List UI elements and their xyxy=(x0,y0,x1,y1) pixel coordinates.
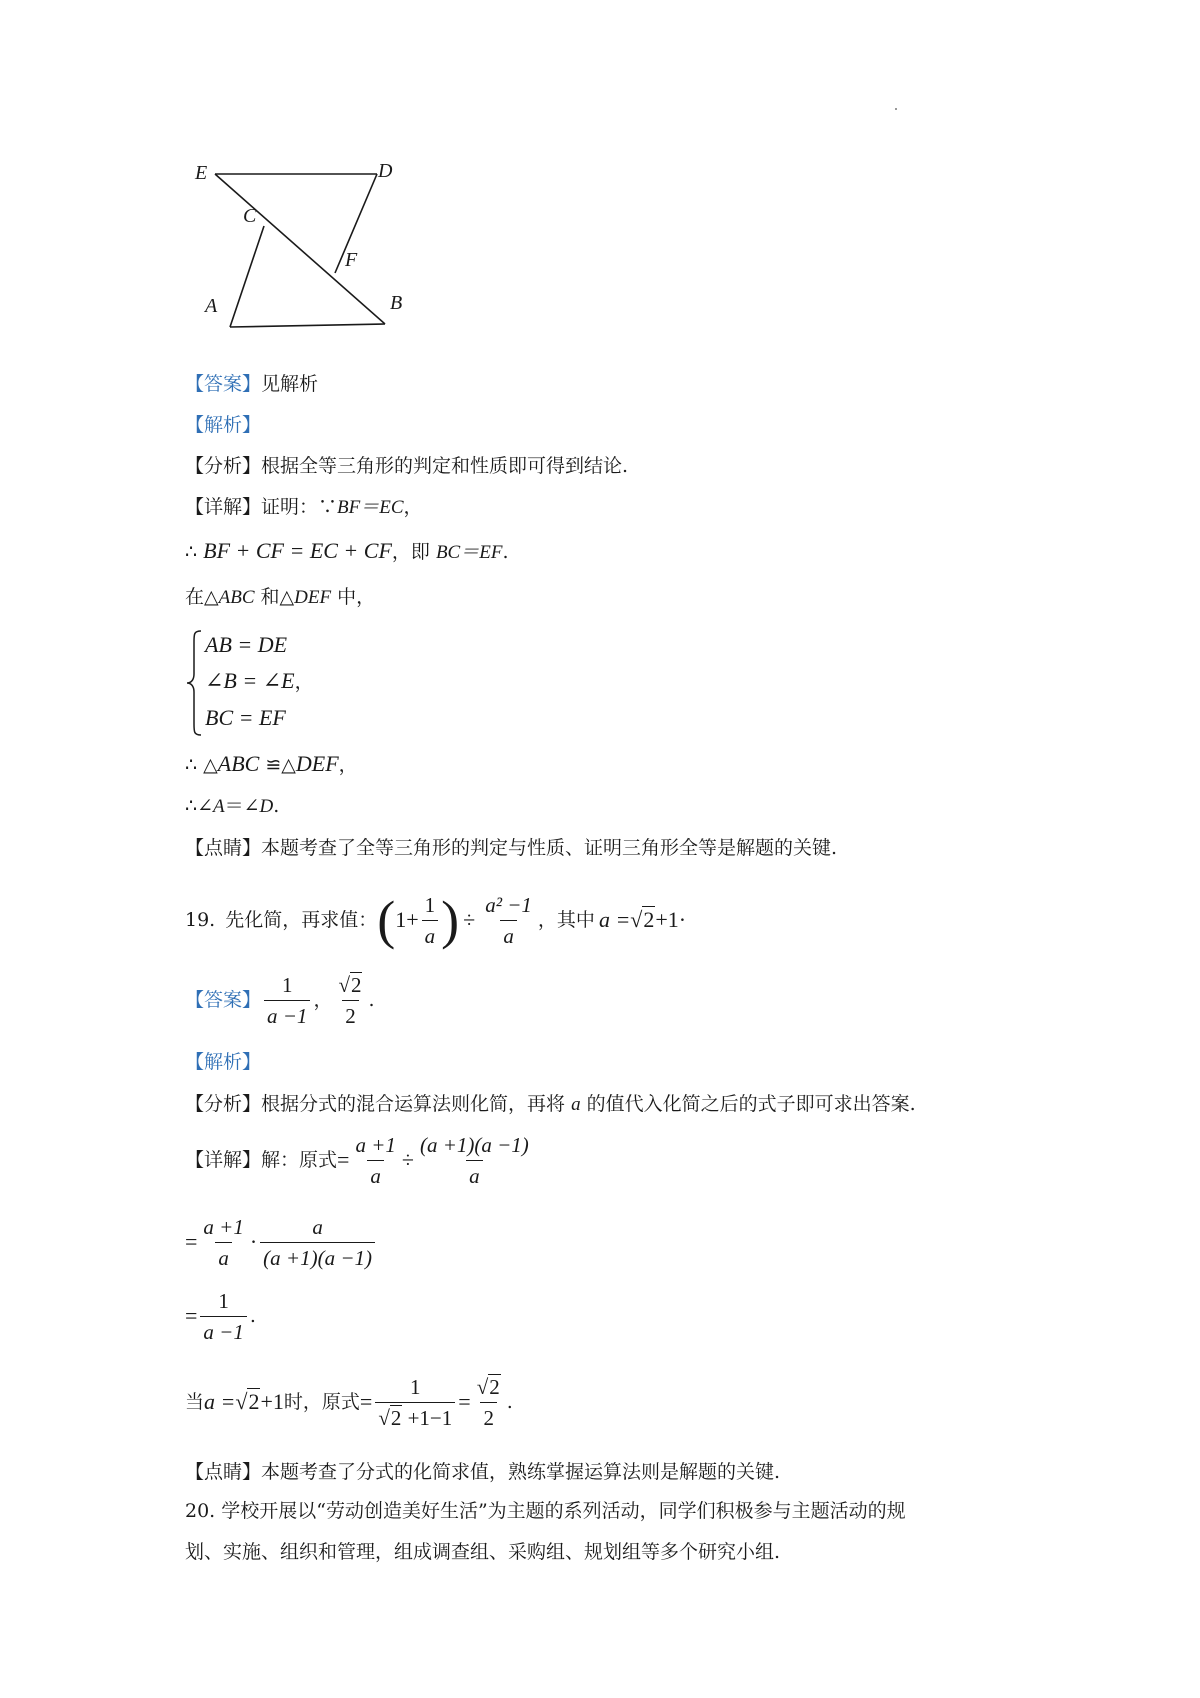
q19-analysis-tag: 【解析】 xyxy=(185,1051,262,1073)
therefore-symbol: ∴ xyxy=(185,541,204,563)
answer-num: 1 xyxy=(281,972,293,997)
answer-tag: 【答案】 xyxy=(185,373,262,395)
system-eq-3: BC = EF xyxy=(205,705,286,730)
congruent-t1: ABC xyxy=(217,751,260,776)
expr-den1: a xyxy=(422,920,439,949)
analysis-heading xyxy=(185,411,261,439)
left-brace-icon xyxy=(185,628,203,738)
q19-dianjing-text: 本题考查了分式的化简求值，熟练掌握运算法则是解题的关键. xyxy=(261,1461,781,1483)
segment-AC xyxy=(230,226,264,327)
s2-dot: · xyxy=(249,1229,258,1254)
s1-frac2 xyxy=(417,1132,532,1189)
when-tail: +1 xyxy=(260,1389,284,1414)
expr-frac2 xyxy=(482,892,535,949)
step1-result: BC＝EF xyxy=(435,542,503,563)
triangle-abc: ABC xyxy=(218,587,255,608)
equals-icon: = xyxy=(359,1389,373,1414)
q19-prompt: 先化简，再求值： xyxy=(225,909,378,931)
s3-tail: . xyxy=(249,1305,256,1327)
q19-answer-line xyxy=(185,968,375,1032)
when-dot: . xyxy=(506,1391,513,1413)
left-paren-icon: ( xyxy=(377,890,396,950)
angle-a: A xyxy=(213,796,225,817)
when-den-sqrt: 2 xyxy=(390,1405,402,1430)
stray-dot xyxy=(895,108,897,110)
step1-mid: ，即 xyxy=(391,541,436,563)
q19-prompt-mid: ，其中 xyxy=(537,909,595,931)
q19-step3-line xyxy=(185,1284,256,1348)
label-A: A xyxy=(205,295,218,317)
sqrt-icon: √ xyxy=(338,972,350,997)
proof-given-tail: ， xyxy=(403,496,423,518)
when-sqrt: 2 xyxy=(248,1389,260,1414)
q19-fenxi-pre: 根据分式的混合运算法则化简，再将 xyxy=(261,1093,572,1115)
s3-den: a −1 xyxy=(200,1316,246,1345)
when-frac xyxy=(375,1374,455,1431)
step1-equation: BF + CF = EC + CF xyxy=(203,538,392,563)
q19-prompt-line xyxy=(185,888,686,952)
answer-dot: . xyxy=(368,989,375,1011)
equation-system xyxy=(185,628,445,738)
in-pre: 在△ xyxy=(185,586,219,608)
answer-den: a −1 xyxy=(264,1000,310,1029)
congruent-t2: DEF xyxy=(295,751,339,776)
s1-num2: (a +1)(a −1) xyxy=(419,1132,529,1157)
when-res-num-row xyxy=(474,1374,504,1402)
q19-dianjing-line xyxy=(185,1458,780,1486)
answer-text: 见解析 xyxy=(261,373,319,395)
angle-d: D xyxy=(259,796,274,817)
q19-number: 19. xyxy=(185,909,216,931)
equals-icon: = xyxy=(185,1303,198,1328)
fenxi-text: 根据全等三角形的判定和性质即可得到结论. xyxy=(261,455,629,477)
expr-num2: a² −1 xyxy=(485,892,532,917)
in-triangles-line xyxy=(185,583,375,612)
expr-frac1 xyxy=(422,892,439,949)
label-D: D xyxy=(378,160,393,182)
system-eq-1: AB = DE xyxy=(205,632,288,657)
given-tail: +1 xyxy=(655,907,679,932)
q19-fenxi-post: 的值代入化简之后的式子即可求出答案. xyxy=(580,1093,916,1115)
q19-xiangjie-tag: 【详解】 xyxy=(185,1149,262,1171)
q19-step2-line xyxy=(185,1210,378,1274)
when-num: 1 xyxy=(410,1374,421,1399)
answer-val-num: 2 xyxy=(350,972,362,997)
q19-fenxi-var: a xyxy=(571,1094,581,1115)
when-res-num: 2 xyxy=(489,1374,500,1399)
given-sqrt: 2 xyxy=(643,907,655,932)
angle-tail: . xyxy=(273,795,280,817)
label-C: C xyxy=(243,205,257,227)
s3-frac xyxy=(200,1288,246,1345)
given-a: a = xyxy=(598,907,631,932)
xiangjie-tag: 【详解】 xyxy=(185,496,262,518)
s1-den2: a xyxy=(466,1160,483,1189)
congruent-pre: ∴ △ xyxy=(185,754,218,776)
s2-frac2 xyxy=(260,1214,375,1271)
answer-val-den: 2 xyxy=(342,1000,359,1029)
proof-given: BF＝EC xyxy=(337,497,404,518)
angle-pre: ∴∠ xyxy=(185,795,214,817)
s1-num1: a +1 xyxy=(355,1132,396,1157)
angle-line xyxy=(185,792,279,821)
fenxi-tag: 【分析】 xyxy=(185,455,262,477)
q19-jie: 解：原式 xyxy=(261,1149,338,1171)
s2-frac1 xyxy=(200,1214,246,1271)
proof-line xyxy=(185,493,423,522)
answer-value-frac xyxy=(335,972,365,1029)
congruent-line xyxy=(185,750,358,779)
label-E: E xyxy=(195,162,208,184)
when-pre: 当 xyxy=(185,1391,205,1413)
label-B: B xyxy=(390,292,403,314)
when-res-den: 2 xyxy=(480,1402,497,1431)
in-and: 和△ xyxy=(254,586,295,608)
answer-sep: ， xyxy=(313,989,333,1011)
label-F: F xyxy=(345,249,358,271)
when-result-frac xyxy=(474,1374,504,1431)
analysis-tag: 【解析】 xyxy=(185,414,262,436)
congruent-tail: ， xyxy=(338,754,358,776)
q19-dianjing-tag: 【点睛】 xyxy=(185,1461,262,1483)
expr-div: ÷ xyxy=(463,907,476,932)
triangle-def: DEF xyxy=(294,587,332,608)
equals-icon: = xyxy=(185,1229,198,1254)
angle-eq: ＝∠ xyxy=(224,795,260,817)
system-eq-2-row xyxy=(205,664,314,699)
q20-line-2: 划、实施、组织和管理，组成调查组、采购组、规划组等多个研究小组. xyxy=(185,1541,781,1563)
sqrt-icon: √ xyxy=(476,1374,489,1399)
step1-line xyxy=(185,537,509,567)
given-dot: · xyxy=(678,907,687,932)
fenxi-line xyxy=(185,452,628,480)
q19-step1-line xyxy=(185,1128,535,1192)
s1-frac1 xyxy=(352,1132,398,1189)
q19-when-line xyxy=(185,1370,513,1434)
step1-tail: . xyxy=(502,541,509,563)
when-a: a = xyxy=(204,1389,236,1414)
proof-prefix: 证明：∵ xyxy=(261,496,338,518)
q19-fenxi-line xyxy=(185,1090,916,1119)
dianjing-tag: 【点睛】 xyxy=(185,837,262,859)
in-tail: 中， xyxy=(331,586,376,608)
q19-fenxi-tag: 【分析】 xyxy=(185,1093,262,1115)
expr-den2: a xyxy=(500,920,517,949)
s1-div: ÷ xyxy=(401,1147,414,1172)
equals-icon: = xyxy=(337,1147,350,1172)
right-paren-icon: ) xyxy=(441,890,460,950)
s3-num: 1 xyxy=(218,1288,229,1313)
expr-one: 1+ xyxy=(395,907,419,932)
q20-line-1: 20. 学校开展以“劳动创造美好生活”为主题的系列活动，同学们积极参与主题活动的规 xyxy=(185,1500,906,1522)
q19-answer-tag: 【答案】 xyxy=(185,989,262,1011)
sqrt-icon: √ xyxy=(235,1389,248,1414)
dianjing-text: 本题考查了全等三角形的判定与性质、证明三角形全等是解题的关键. xyxy=(261,837,838,859)
segment-AB xyxy=(230,324,385,327)
answer-value-num-row xyxy=(335,972,365,1000)
when-shi: 时，原式 xyxy=(283,1391,360,1413)
answer-line xyxy=(185,370,318,398)
s2-num1: a +1 xyxy=(203,1214,244,1239)
geometry-figure xyxy=(185,150,425,350)
congruent-symbol: ≌△ xyxy=(259,754,296,776)
s1-den1: a xyxy=(367,1160,384,1189)
s2-den2: (a +1)(a −1) xyxy=(260,1242,375,1271)
s2-num2: a xyxy=(312,1214,323,1239)
s2-den1: a xyxy=(215,1242,232,1271)
expr-num1: 1 xyxy=(424,892,436,917)
system-comma: ， xyxy=(294,671,314,693)
q19-analysis-heading xyxy=(185,1048,261,1076)
segment-EB xyxy=(215,174,385,324)
when-den-tail: +1−1 xyxy=(402,1405,453,1430)
dianjing-line xyxy=(185,834,837,862)
equals-icon: = xyxy=(458,1389,471,1414)
when-den-row xyxy=(375,1402,455,1431)
sqrt-icon: √ xyxy=(378,1405,390,1430)
answer-frac xyxy=(264,972,310,1029)
system-eq-2: ∠B = ∠E xyxy=(205,668,295,693)
sqrt-icon: √ xyxy=(630,907,643,932)
